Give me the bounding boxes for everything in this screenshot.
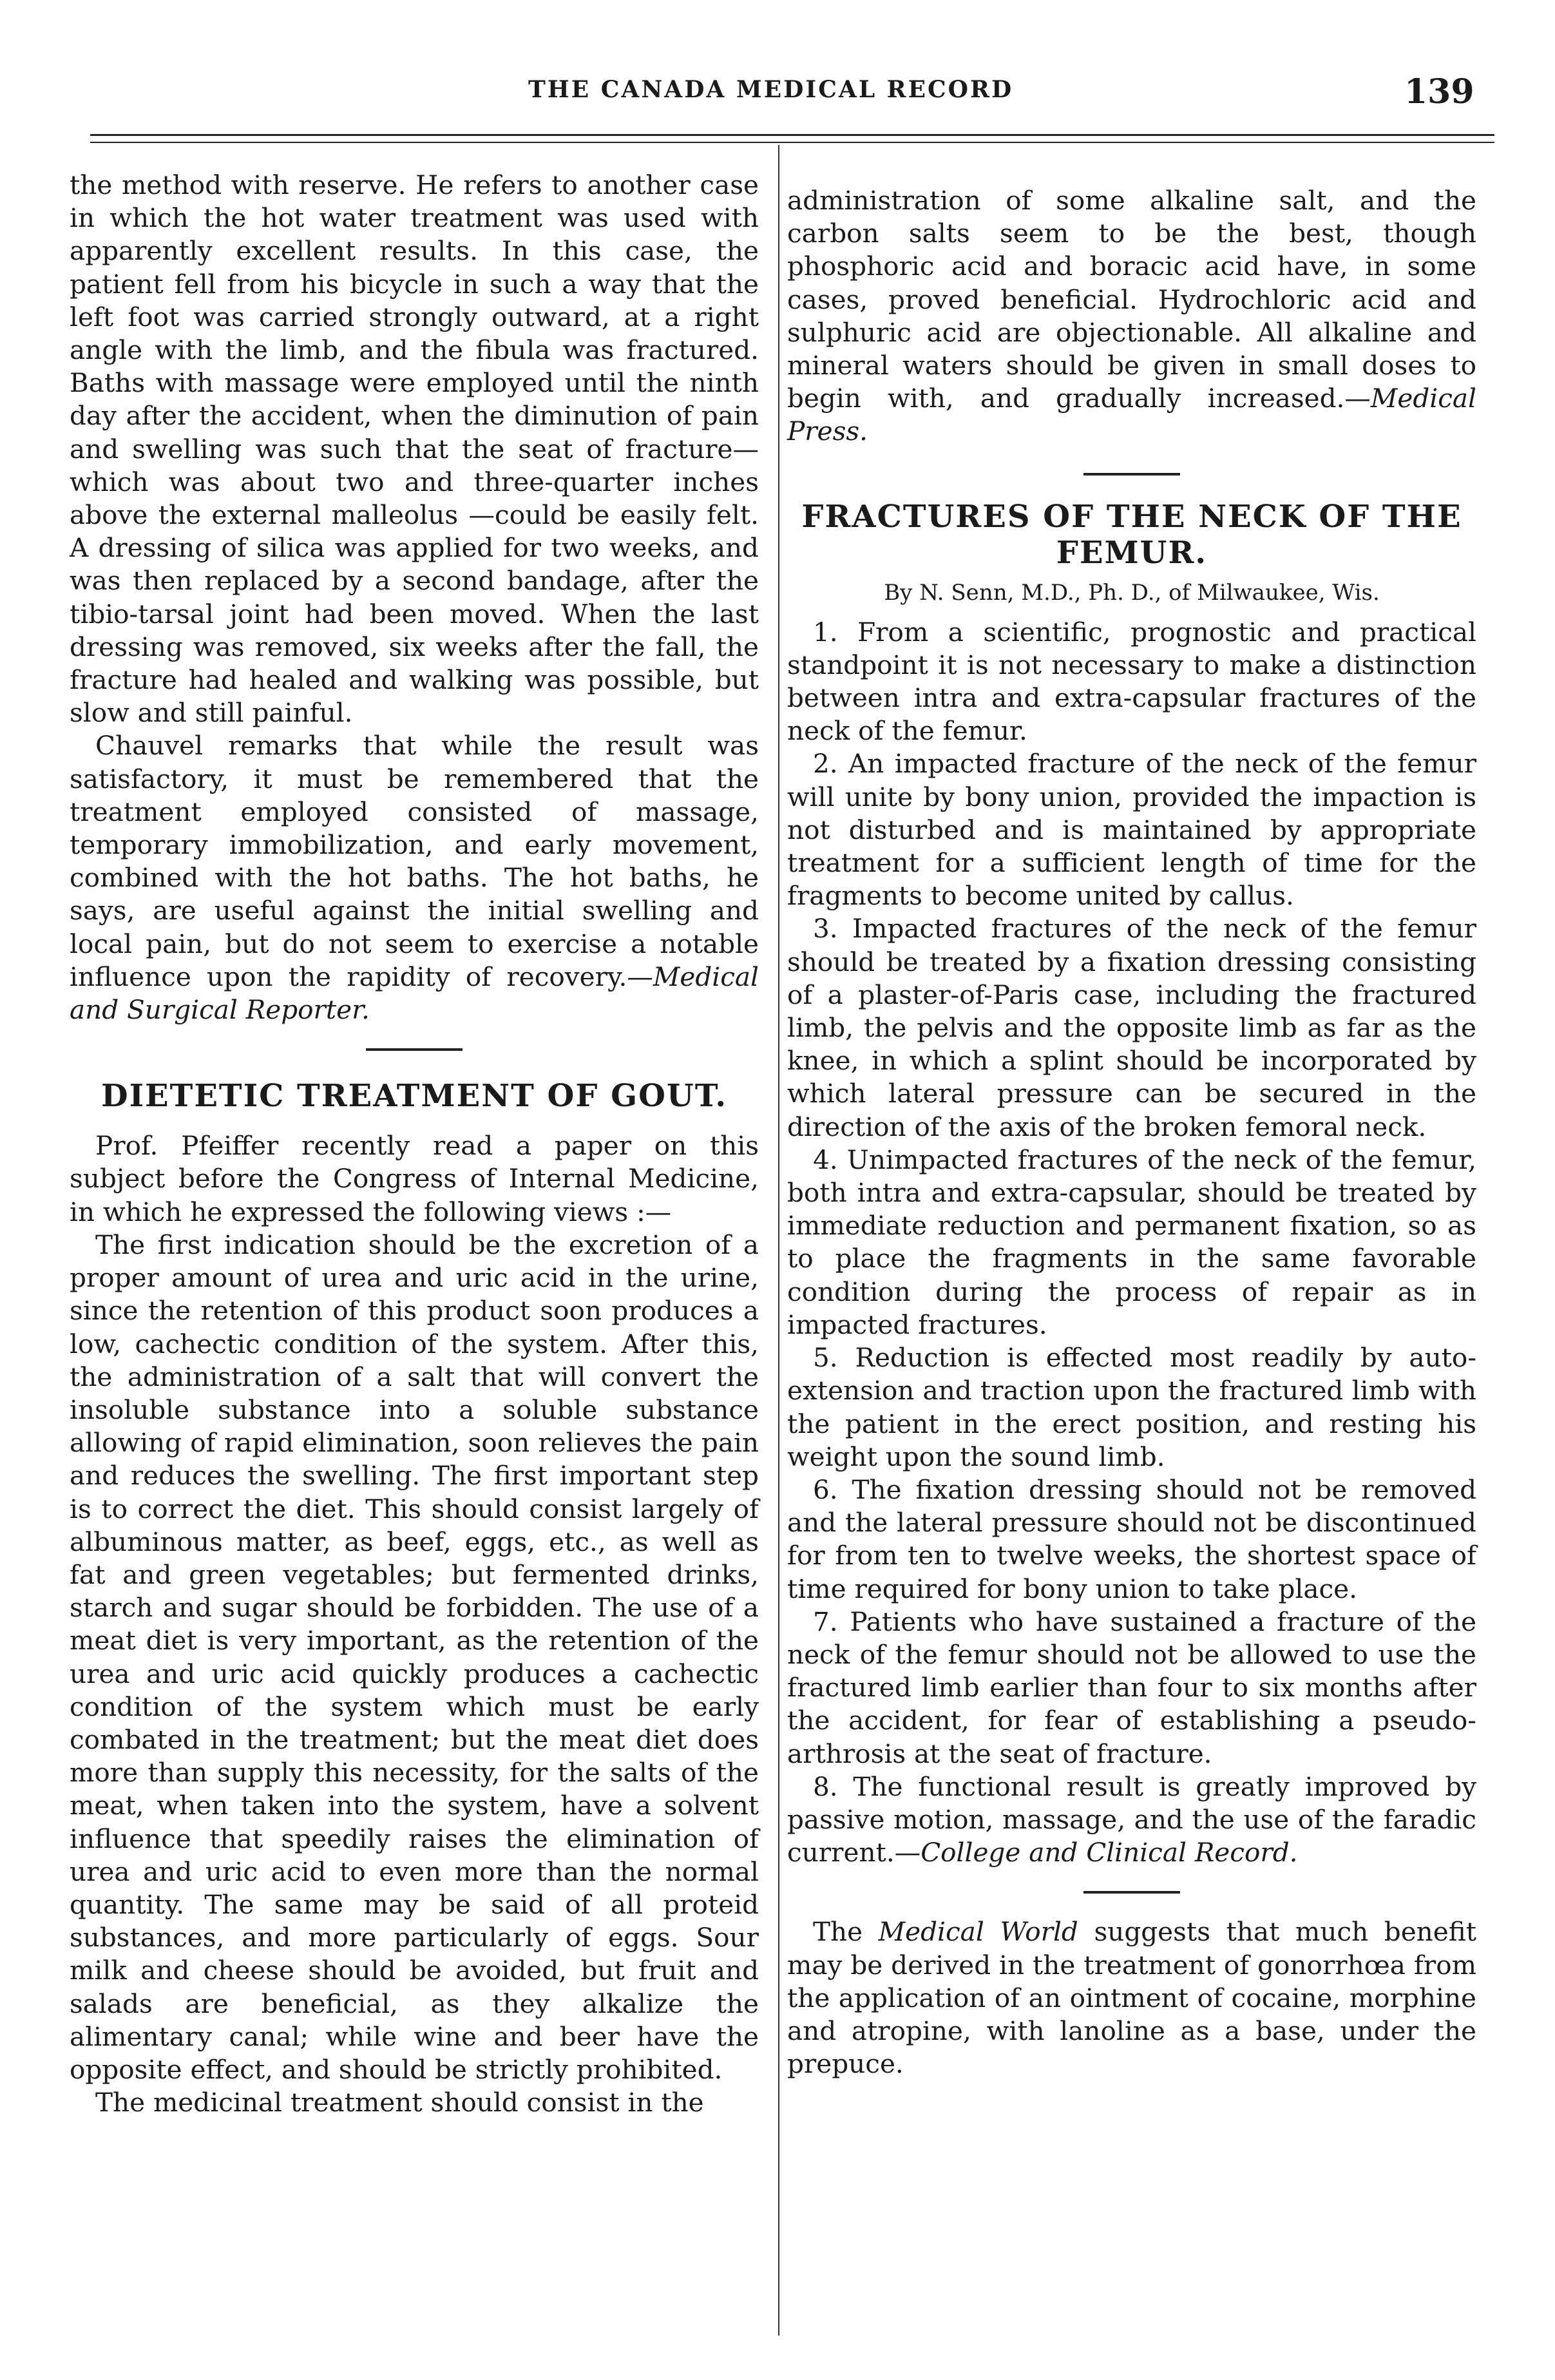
list-item: 5. Reduction is effected most readily by auto-extension and traction upon the fractured limb with the patient in the erect position, and resting his weight upon the sound limb. xyxy=(787,1342,1476,1472)
final-text: suggests that much benefit may be derived in the treatment of gonorrhœa from the application of an ointment of cocaine, morphine and atropine, with lanoline as a base, under the prepuce. xyxy=(787,1916,1477,2080)
continued-paragraph: the method with reserve. He refers to another case in which the hot water treatment was used with apparently excellent results. In this case, the patient fell from his bicycle in such a way that the left foot was carried strongly outward, at a right angle with the limb, and the fibula was fractured. Baths with massage were employed until the ninth day after the accident, when the diminution of pain and swelling was such that the seat of fracture—which was about two and three-quarter inches above the external malleolus —could be easily felt. A dressing of silica was applied for two weeks, and was then replaced by a second bandage, after the tibio-tarsal joint had been moved. When the last dressing was removed, six weeks after the fall, the fracture had healed and walking was possible, but slow and still painful. xyxy=(70,169,759,729)
alkaline-text: administration of some alkaline salt, and the carbon salts seem to be the best, though phosphoric acid and boracic acid have, in some cases, proved beneficial. Hydrochloric acid and sulphuric acid are objectionable. All alkaline and mineral waters should be given in small doses to begin with, and gradually increased. xyxy=(787,185,1476,414)
header-rule-bottom xyxy=(90,142,1494,143)
femur-heading: FRACTURES OF THE NECK OF THE FEMUR. xyxy=(801,498,1462,571)
byline: By N. Senn, M.D., Ph. D., of Milwaukee, Wis. xyxy=(884,579,1380,606)
column-divider xyxy=(778,145,779,2336)
list-item: 2. An impacted fracture of the neck of the femur will unite by bony union, provided the impaction is not disturbed and is maintained by appropriate treatment for a sufficient length of time for the fragments to become united by callus. xyxy=(787,748,1476,912)
gout-intro: Prof. Pfeiffer recently read a paper on this subject before the Congress of Internal Medicine, in which he expressed the following views :— xyxy=(70,1130,759,1227)
continued-paragraph-right xyxy=(787,184,1476,448)
section-divider-right xyxy=(1083,473,1180,475)
journal-name: Medical World xyxy=(878,1916,1078,1948)
section-divider xyxy=(366,1048,463,1051)
gout-heading: DIETETIC TREATMENT OF GOUT. xyxy=(100,1078,728,1115)
source-citation: —Medical and Surgical Reporter. xyxy=(70,961,759,1026)
source-citation-right: —Medical Press. xyxy=(787,383,1476,447)
list-item: 7. Patients who have sustained a fracture of the neck of the femur should not be allowed to use the fractured limb earlier than four to six months after the accident, for fear of establishing a pseudo-arthrosis at the seat of fracture. xyxy=(787,1606,1476,1769)
item8-source: —College and Clinical Record. xyxy=(894,1837,1298,1868)
page-number: 139 xyxy=(1404,72,1474,111)
header-rule-top xyxy=(90,134,1494,136)
final-the: The xyxy=(813,1916,863,1948)
list-item: 4. Unimpacted fractures of the neck of the femur, both intra and extra-capsular, should be treated by immediate reduction and permanent fixation, so as to place the fragments in the same favorable condition during the process of repair as in impacted fractures. xyxy=(787,1144,1476,1340)
gout-medicinal: The medicinal treatment should consist in the xyxy=(95,2087,704,2118)
item8-text: 8. The functional result is greatly improved by passive motion, massage, and the use of the faradic current. xyxy=(787,1771,1476,1868)
section-divider-right-2 xyxy=(1083,1891,1180,1894)
list-item-final xyxy=(787,1771,1476,1870)
gout-body: The first indication should be the excretion of a proper amount of urea and uric acid in the urine, since the retention of this product soon produces a low, cachectic condition of the system. After this, the administration of a salt that will convert the insoluble substance into a soluble substance allowing of rapid elimination, soon relieves the pain and reduces the swelling. The first important step is to correct the diet. This should consist largely of albuminous matter, as beef, eggs, etc., as well as fat and green vegetables; but fermented drinks, starch and sugar should be forbidden. The use of a meat diet is very important, as the retention of the urea and uric acid quickly produces a cachectic condition of the system which must be early combated in the treatment; but the meat diet does more than supply this necessity, for the salts of the meat, when taken into the system, have a solvent influence that speedily raises the elimination of urea and uric acid to even more than the normal quantity. The same may be said of all proteid substances, and more particularly of eggs. Sour milk and cheese should be avoided, but fruit and salads are beneficial, as they alkalize the alimentary canal; while wine and beer have the opposite effect, and should be strictly prohibited. xyxy=(70,1229,759,2085)
list-item: 3. Impacted fractures of the neck of the femur should be treated by a fixation dressing consisting of a plaster-of-Paris case, including the fractured limb, the pelvis and the opposite limb as far as the knee, in which a splint should be incorporated by which lateral pressure can be secured in the direction of the axis of the broken femoral neck. xyxy=(787,913,1476,1142)
gonorrhoea-paragraph xyxy=(787,1915,1476,2080)
chauvel-paragraph xyxy=(70,729,759,1026)
list-item: 6. The fixation dressing should not be removed and the lateral pressure should not be discontinued for from ten to twelve weeks, the shortest space of time required for bony union to take place. xyxy=(787,1473,1476,1604)
chauvel-text: Chauvel remarks that while the result was satisfactory, it must be remembered that the treatment employed consisted of massage, temporary immobilization, and early movement, combined with the hot baths. The hot baths, he says, are useful against the initial swelling and local pain, but do not seem to exercise a notable influence upon the rapidity of recovery. xyxy=(70,730,759,992)
list-item: 1. From a scientific, prognostic and practical standpoint it is not necessary to make a distinction between intra and extra-capsular fractures of the neck of the femur. xyxy=(787,616,1476,747)
right-column xyxy=(787,184,1476,2080)
left-column xyxy=(70,169,759,2119)
running-head xyxy=(0,72,1555,111)
running-title: THE CANADA MEDICAL RECORD xyxy=(528,76,1014,103)
